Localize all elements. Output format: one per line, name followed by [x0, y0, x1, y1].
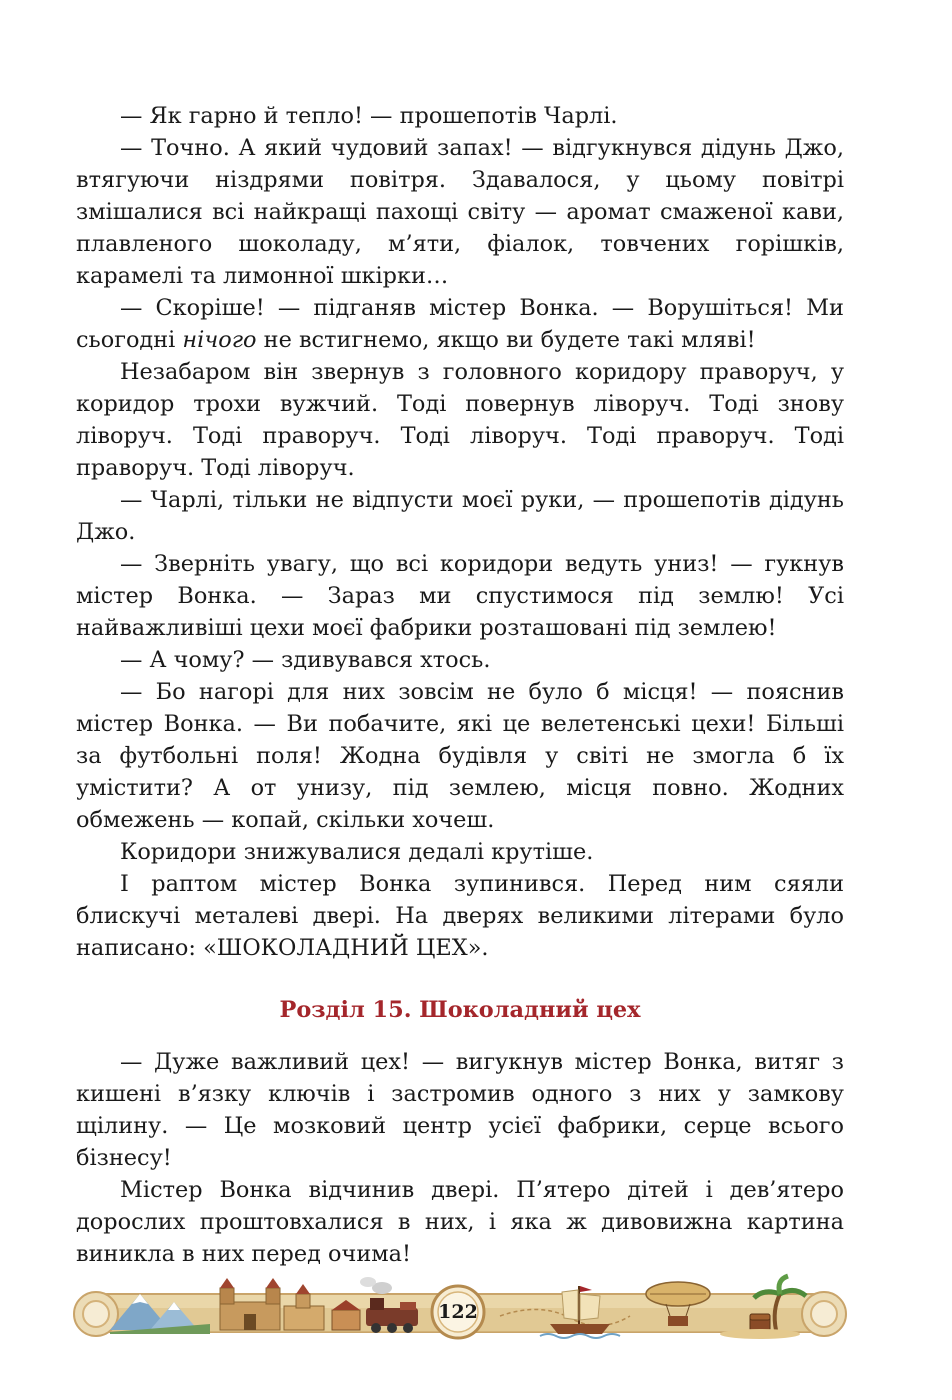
page-body [76, 100, 844, 1270]
page-number: 122 [438, 1301, 478, 1323]
paragraph: — Точно. А який чудовий запах! — відгукнувся дідунь Джо, втягуючи ніздрями повітря. Здавалося, у цьому повітрі змішалися всі найкращі пахощі світу — аромат смаженої кави, плавленого шоколаду, м’яти, фіалок, товчених горішків, карамелі та лимонної шкірки… [76, 135, 844, 289]
paragraph: — Дуже важливий цех! — вигукнув містер Вонка, витяг з кишені в’язку ключів і застромив одного з них у замкову щілину. — Це мозковий центр усієї фабрики, серце всього бізнесу! [76, 1049, 844, 1171]
paragraph: Містер Вонка відчинив двері. П’ятеро дітей і дев’ятеро дорослих проштовхалися в них, і яка ж дивовижна картина виникла в них перед очима! [76, 1177, 844, 1267]
paragraph: — Зверніть увагу, що всі коридори ведуть униз! — гукнув містер Вонка. — Зараз ми спустимося під землю! Усі найважливіші цехи моєї фабрики розташовані під землею! [76, 551, 844, 641]
text-fragment: — Скоріше! — підганяв містер Вонка. — Ворушіться! Ми сьогодні [76, 295, 844, 353]
castle-icon [220, 1278, 324, 1330]
page-footer [70, 1272, 850, 1352]
text-fragment: не встигнемо, якщо ви будете такі мляві! [256, 327, 756, 353]
treasure-chest-icon [750, 1314, 770, 1330]
paragraph: — А чому? — здивувався хтось. [120, 647, 491, 673]
emphasized-word: нічого [182, 327, 257, 353]
paragraph: — Як гарно й тепло! — прошепотів Чарлі. [120, 103, 618, 129]
paragraph: — Чарлі, тільки не відпусти моєї руки, — прошепотів дідунь Джо. [76, 487, 844, 545]
paragraph: І раптом містер Вонка зупинився. Перед ним сяяли блискучі металеві двері. На дверях великими літерами було написано: «ШОКОЛАДНИЙ ЦЕХ». [76, 871, 844, 961]
paragraph: Незабаром він звернув з головного коридору праворуч, у коридор трохи вужчий. Тоді повернув ліворуч. Тоді знову ліворуч. Тоді праворуч. Тоді ліворуч. Тоді праворуч. Тоді праворуч. Тоді ліворуч. [76, 359, 844, 481]
paragraph: Коридори знижувалися дедалі крутіше. [120, 839, 594, 865]
paragraph: — Бо нагорі для них зовсім не було б місця! — пояснив містер Вонка. — Ви побачите, які це велетенські цехи! Більші за футбольні поля! Жодна будівля у світі не змогла б їх умістити? А от унизу, під землею, місця повно. Жодних обмежень — копай, скільки хочеш. [76, 679, 844, 833]
paragraph-hurry [76, 292, 844, 356]
chapter-heading: Розділ 15. Шоколадний цех [279, 997, 641, 1023]
